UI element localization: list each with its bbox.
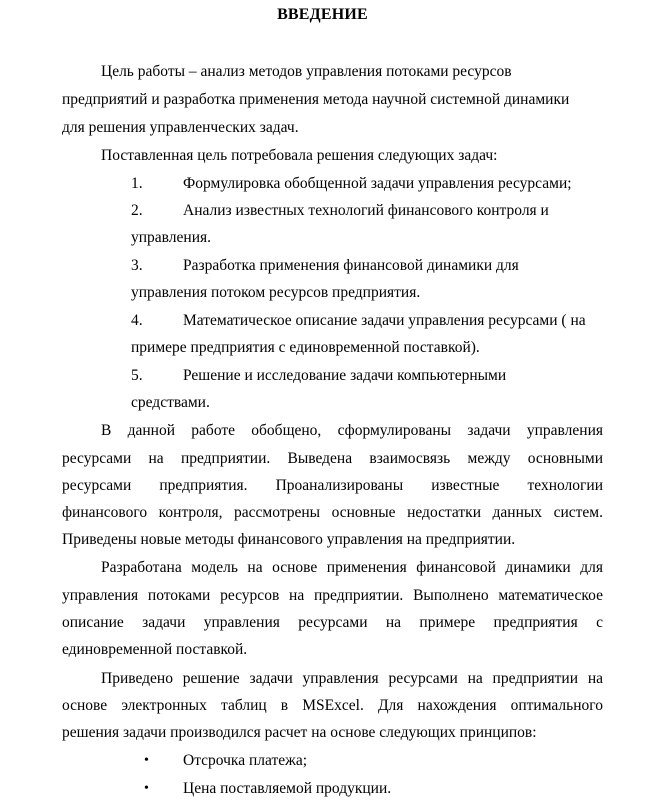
- task-text-cont: управления.: [131, 229, 211, 246]
- para2-line-2: управления потоками ресурсов на предприятии. Выполнено математическое: [62, 587, 603, 604]
- task-number: 4.: [131, 312, 143, 329]
- task-text: Решение и исследование задачи компьютерными: [183, 367, 507, 384]
- bullet-item: Отсрочка платежа;: [183, 752, 308, 769]
- task-text-cont: примере предприятия с единовременной поставкой).: [131, 339, 480, 356]
- para2-line-4: единовременной поставкой.: [62, 641, 248, 658]
- bullet-icon: •: [144, 753, 149, 768]
- para1-line-3: ресурсами предприятия. Проанализированы известные технологии: [62, 477, 603, 494]
- para1-line-1: В данной работе обобщено, сформулированы задачи управления: [101, 422, 603, 439]
- page-title: ВВЕДЕНИЕ: [277, 6, 368, 23]
- intro-line-3: для решения управленческих задач.: [62, 119, 299, 136]
- para2-line-3: описание задачи управления ресурсами на примере предприятия с: [62, 614, 603, 631]
- para1-line-2: ресурсами на предприятии. Выведена взаимосвязь между основными: [62, 450, 603, 467]
- para3-line-3: решения задачи производился расчет на основе следующих принципов:: [62, 724, 537, 741]
- para3-line-2: основе электронных таблиц в MSExcel. Для нахождения оптимального: [62, 697, 603, 714]
- intro-line-1: Цель работы – анализ методов управления потоками ресурсов: [101, 63, 512, 80]
- task-text: Математическое описание задачи управления ресурсами ( на: [183, 312, 586, 329]
- para1-line-5: Приведены новые методы финансового управления на предприятии.: [62, 531, 516, 548]
- task-text-cont: управления потоком ресурсов предприятия.: [131, 284, 421, 301]
- task-text: Формулировка обобщенной задачи управления ресурсами;: [183, 175, 572, 192]
- para2-line-1: Разработана модель на основе применения финансовой динамики для: [101, 559, 603, 576]
- bullet-icon: •: [144, 781, 149, 796]
- para3-line-1: Приведено решение задачи управления ресурсами на предприятии на: [101, 670, 603, 687]
- task-number: 1.: [131, 175, 143, 192]
- task-text: Анализ известных технологий финансового контроля и: [183, 202, 549, 219]
- para1-line-4: финансового контроля, рассмотрены основные недостатки данных систем.: [62, 504, 603, 521]
- task-number: 2.: [131, 202, 143, 219]
- task-text: Разработка применения финансовой динамики для: [183, 257, 519, 274]
- task-number: 5.: [131, 367, 143, 384]
- tasks-intro: Поставленная цель потребовала решения следующих задач:: [101, 147, 498, 164]
- intro-line-2: предприятий и разработка применения метода научной системной динамики: [62, 91, 570, 108]
- task-text-cont: средствами.: [131, 394, 210, 411]
- bullet-item: Цена поставляемой продукции.: [183, 780, 392, 797]
- task-number: 3.: [131, 257, 143, 274]
